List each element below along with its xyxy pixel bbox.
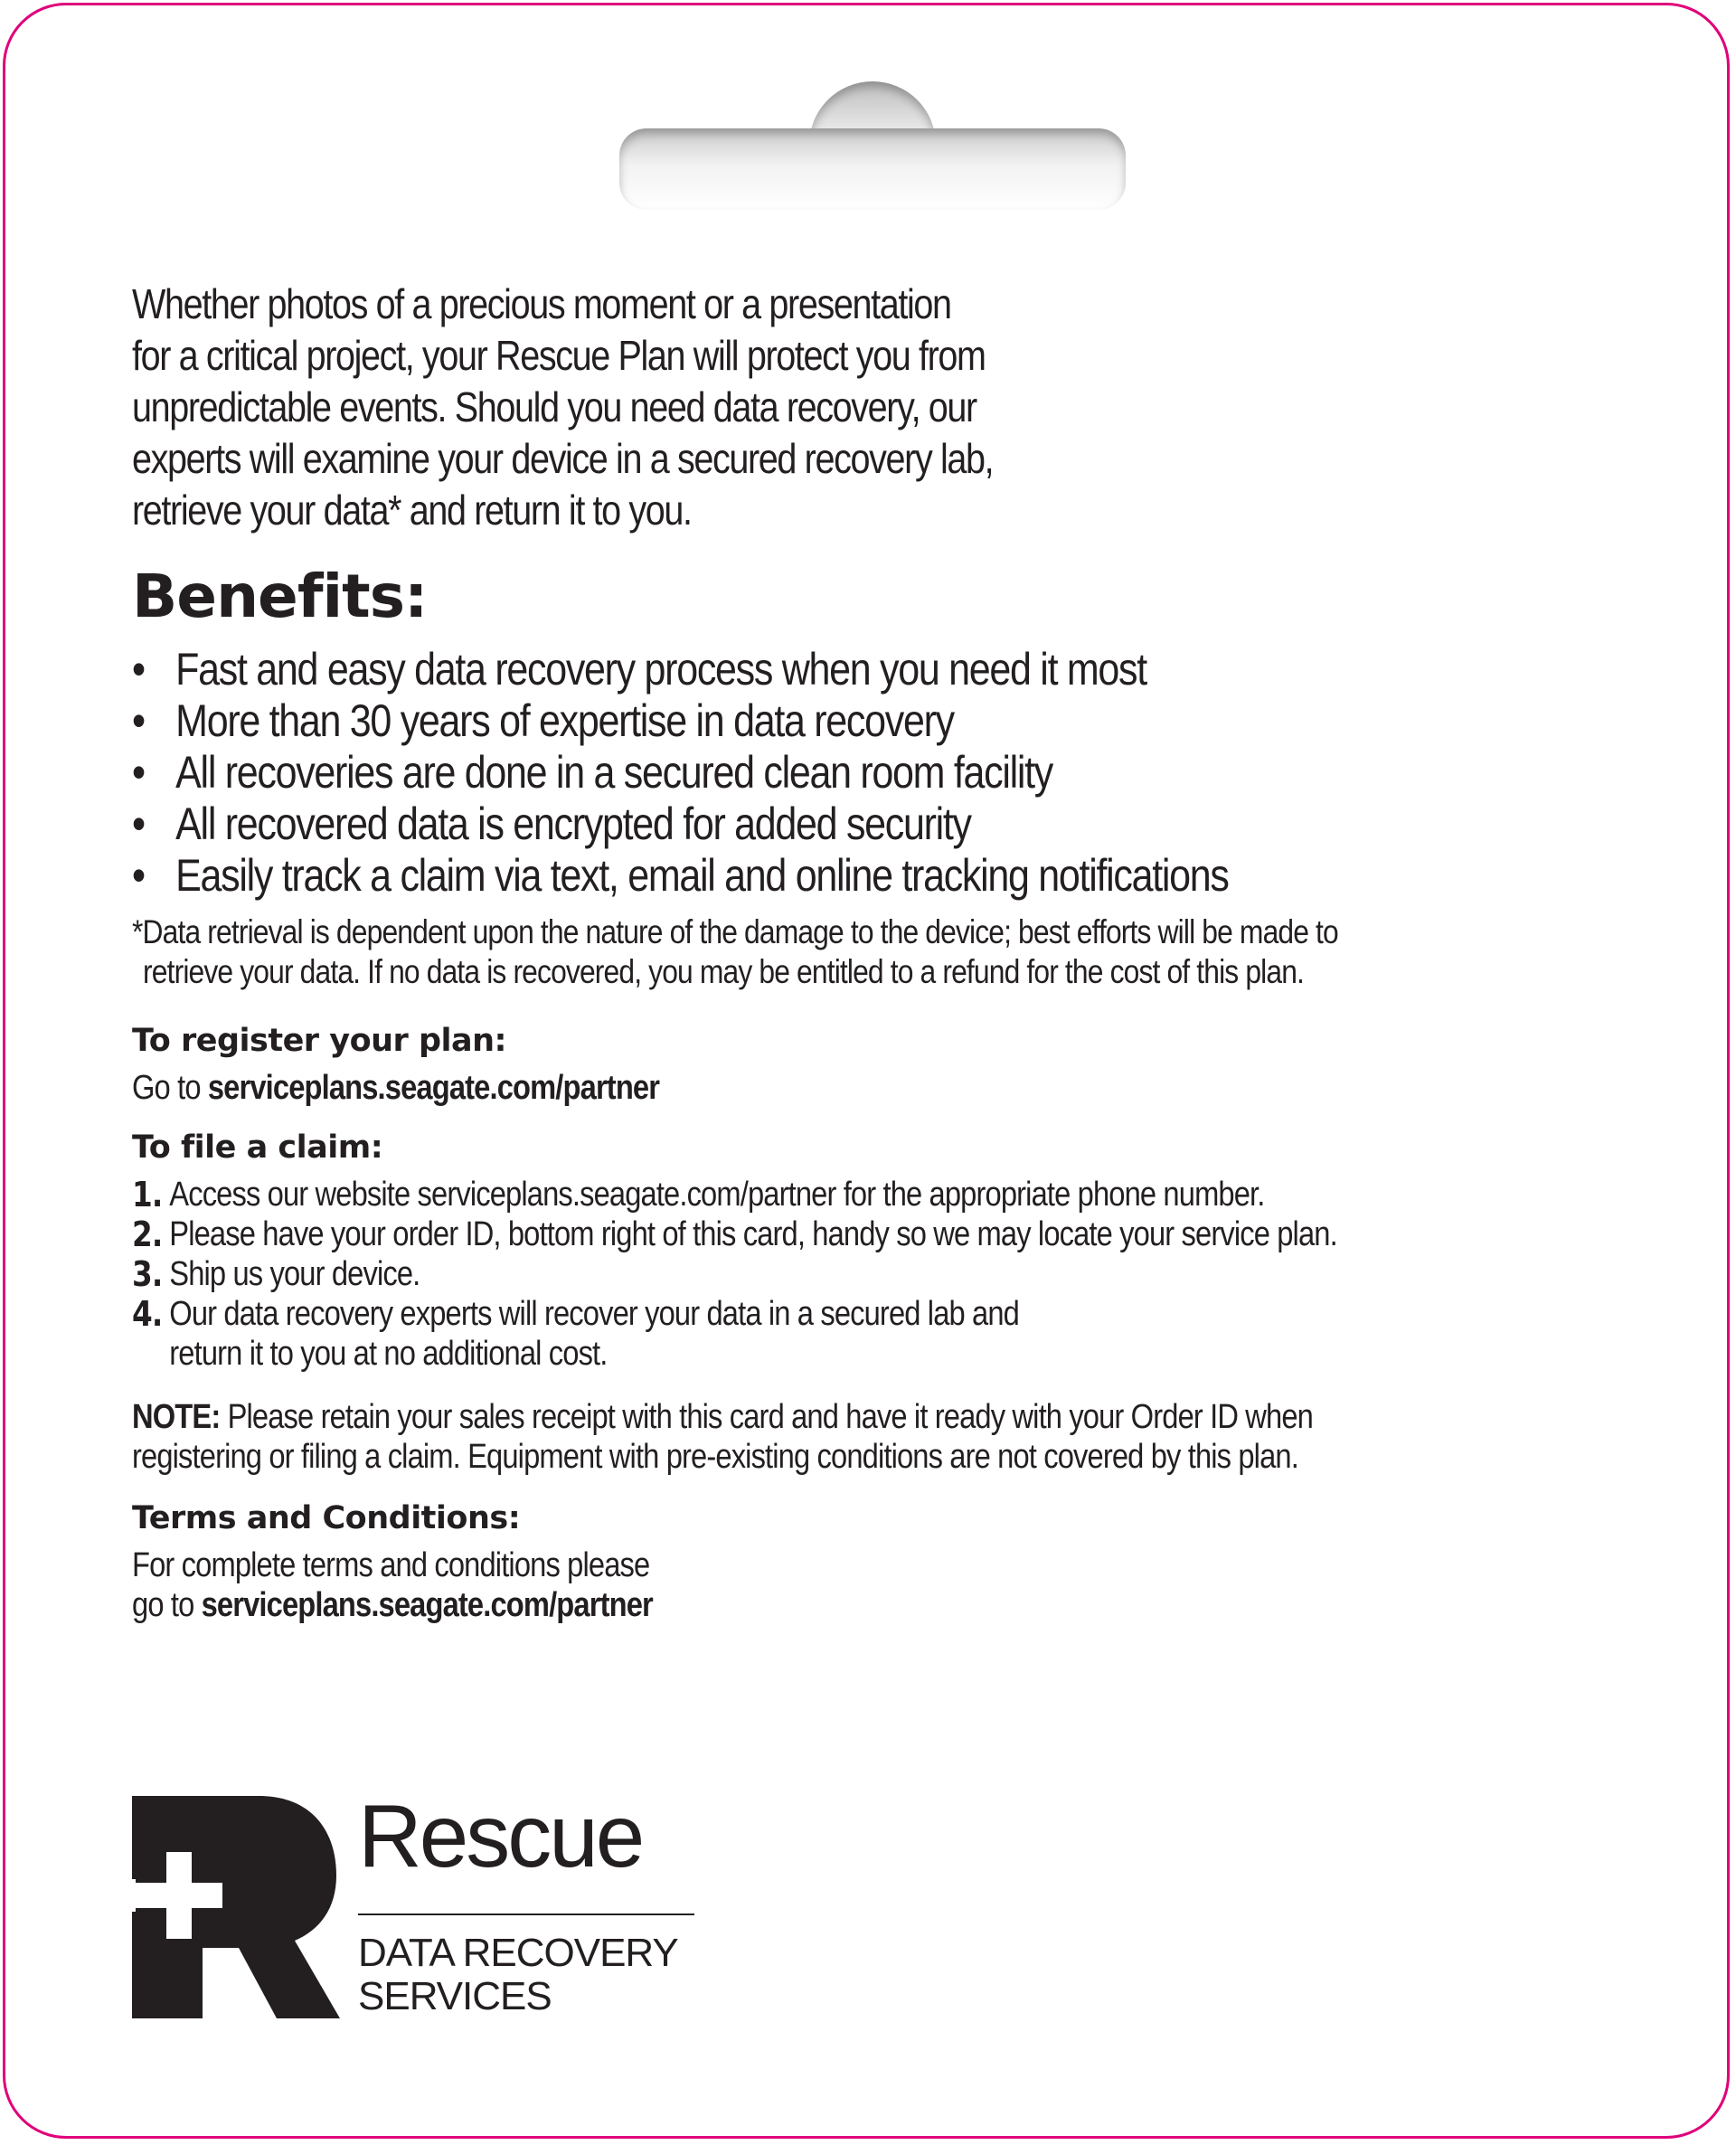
bullet-icon: • <box>132 695 145 746</box>
rescue-r-cross-icon <box>132 1796 340 2018</box>
terms-instructions: For complete terms and conditions please go to serviceplans.seagate.com/partner <box>132 1546 653 1624</box>
claim-step: 1. Access our website serviceplans.seagate.com/partner for the appropriate phone number. <box>132 1175 1265 1214</box>
benefits-heading: Benefits: <box>132 562 428 631</box>
rescue-logo <box>132 1786 711 2018</box>
bullet-icon: • <box>132 850 145 901</box>
benefit-item: • More than 30 years of expertise in data recovery <box>132 695 954 746</box>
claim-step: 4. Our data recovery experts will recover your data in a secured lab and return it to you at no additional cost. <box>132 1294 1020 1373</box>
benefit-item: • Easily track a claim via text, email and online tracking notifications <box>132 850 1229 901</box>
data-retrieval-footnote <box>132 912 1532 992</box>
logo-divider <box>358 1913 694 1915</box>
bullet-icon: • <box>132 798 145 849</box>
register-heading: To register your plan: <box>132 1023 507 1059</box>
intro-paragraph <box>132 279 1205 536</box>
intro-line: experts will examine your device in a secured recovery lab, <box>132 435 994 482</box>
note-paragraph: NOTE: Please retain your sales receipt with this card and have it ready with your Order ID when registering or filing a claim. Equipment with pre-existing conditions are not covered by this plan. <box>132 1398 1314 1476</box>
hang-slot <box>619 128 1126 210</box>
card-content <box>132 279 1615 1647</box>
register-url: serviceplans.seagate.com/partner <box>207 1069 660 1107</box>
intro-line: unpredictable events. Should you need data recovery, our <box>132 383 976 430</box>
bullet-icon: • <box>132 747 145 798</box>
terms-url: serviceplans.seagate.com/partner <box>201 1586 653 1624</box>
footnote-line: *Data retrieval is dependent upon the nature of the damage to the device; best efforts will be made to <box>132 913 1338 950</box>
note-label: NOTE: <box>132 1398 221 1436</box>
register-instructions: Go to serviceplans.seagate.com/partner <box>132 1069 660 1107</box>
logo-wordmark: Rescue <box>358 1786 643 1885</box>
benefits-list <box>132 644 1615 902</box>
claim-step: 2. Please have your order ID, bottom right of this card, handy so we may locate your service plan. <box>132 1214 1337 1254</box>
bullet-icon: • <box>132 644 145 695</box>
benefit-item: • Fast and easy data recovery process when you need it most <box>132 644 1146 695</box>
claim-step: 3. Ship us your device. <box>132 1254 420 1294</box>
intro-line: for a critical project, your Rescue Plan will protect you from <box>132 332 986 379</box>
intro-line: retrieve your data* and return it to you. <box>132 487 692 534</box>
logo-subtitle: DATA RECOVERY SERVICES <box>358 1931 678 2018</box>
claim-heading: To file a claim: <box>132 1129 383 1166</box>
claim-steps <box>132 1175 1615 1374</box>
intro-line: Whether photos of a precious moment or a presentation <box>132 280 951 327</box>
footnote-line: retrieve your data. If no data is recovered, you may be entitled to a refund for the cost of this plan. <box>143 953 1305 990</box>
benefit-item: • All recovered data is encrypted for added security <box>132 798 971 849</box>
terms-heading: Terms and Conditions: <box>132 1500 521 1536</box>
benefit-item: • All recoveries are done in a secured clean room facility <box>132 747 1052 798</box>
